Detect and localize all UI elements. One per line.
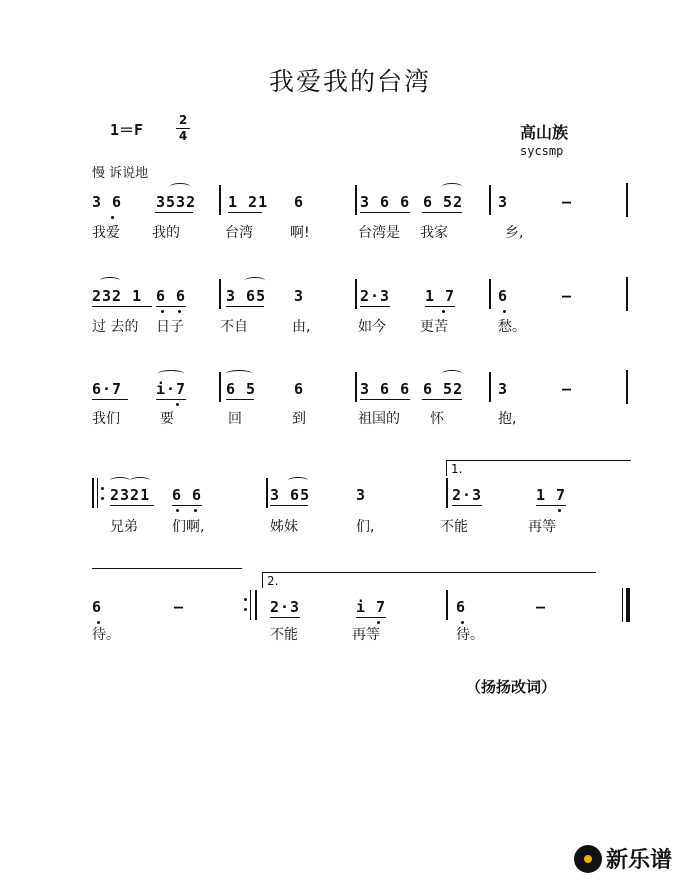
low-octave-dot xyxy=(442,310,445,313)
lyric: 我的 xyxy=(152,225,180,241)
slur xyxy=(100,277,120,284)
barline xyxy=(219,279,221,309)
barline xyxy=(626,277,628,311)
lyric: 再等 xyxy=(352,627,380,643)
low-octave-dot xyxy=(111,216,114,219)
repeat-barline xyxy=(255,590,257,620)
note-group: 6 xyxy=(294,193,305,211)
lyric: 由, xyxy=(292,319,311,335)
lyric: 们, xyxy=(356,519,375,535)
barline xyxy=(355,279,357,309)
slur xyxy=(288,477,308,484)
lyrics-credit: （扬扬改词） xyxy=(466,678,557,696)
note-group: 3 xyxy=(498,380,509,398)
low-octave-dot xyxy=(503,310,506,313)
lyric: 不自 xyxy=(220,319,248,335)
lyric: 过 去的 xyxy=(92,319,139,335)
note-group: 3 xyxy=(498,193,509,211)
repeat-dot xyxy=(101,487,104,490)
lyric: 日子 xyxy=(156,319,184,335)
lyric: 待。 xyxy=(456,627,484,643)
lyric: 我爱 xyxy=(92,225,120,241)
underline xyxy=(360,212,410,213)
lyric: 姊妹 xyxy=(270,519,298,535)
repeat-barline xyxy=(97,478,98,508)
slur xyxy=(158,370,184,377)
note-group: 3 6 6 xyxy=(360,380,411,398)
underline xyxy=(536,505,566,506)
key-signature: 1＝F xyxy=(110,121,144,139)
underline xyxy=(110,505,154,506)
lyric: 们啊, xyxy=(172,519,205,535)
note-group: 3 xyxy=(356,486,367,504)
note-group: 3 65 xyxy=(226,287,267,305)
underline xyxy=(156,399,186,400)
underline xyxy=(422,399,462,400)
note-group: 6 5 xyxy=(226,380,257,398)
lyric: 不能 xyxy=(270,627,298,643)
barline xyxy=(355,372,357,402)
lyric: 到 xyxy=(292,411,306,427)
note-group: 6·7 xyxy=(92,380,123,398)
final-barline xyxy=(626,588,630,622)
barline xyxy=(489,185,491,215)
note-group: 2·3 xyxy=(452,486,483,504)
note-group: 3532 xyxy=(156,193,197,211)
lyric: 台湾是 xyxy=(358,225,400,241)
final-barline xyxy=(622,588,623,622)
barline xyxy=(219,185,221,215)
slur xyxy=(170,183,190,190)
barline xyxy=(489,279,491,309)
lyric: 不能 xyxy=(440,519,468,535)
logo-text: 新乐谱 xyxy=(606,848,673,873)
note-group: 232 1 xyxy=(92,287,143,305)
slur xyxy=(110,477,130,484)
note-group: 1 7 xyxy=(536,486,567,504)
slur xyxy=(245,277,265,284)
repeat-dot xyxy=(101,497,104,500)
note-group: 6 xyxy=(498,287,509,305)
slur xyxy=(130,477,150,484)
underline xyxy=(360,306,390,307)
lyric: 怀 xyxy=(430,411,444,427)
underline xyxy=(92,306,152,307)
underline xyxy=(226,399,254,400)
lyric: 台湾 xyxy=(225,225,253,241)
note-group: – xyxy=(562,380,573,398)
lyric: 要 xyxy=(160,411,174,427)
barline xyxy=(355,185,357,215)
note-group: 6 6 xyxy=(156,287,187,305)
barline xyxy=(446,478,448,508)
repeat-barline xyxy=(92,478,94,508)
note-group: 6 52 xyxy=(423,193,464,211)
origin-label: 高山族 xyxy=(520,123,569,142)
lyric: 更苦 xyxy=(420,319,448,335)
low-octave-dot xyxy=(178,310,181,313)
repeat-dot xyxy=(244,598,247,601)
note-group: – xyxy=(536,598,547,616)
note-group: i·7 xyxy=(156,380,187,398)
underline xyxy=(172,505,202,506)
barline xyxy=(626,370,628,404)
note-group: – xyxy=(174,598,185,616)
site-logo xyxy=(574,843,672,874)
song-title: 我爱我的台湾 xyxy=(268,67,431,96)
lyric: 我家 xyxy=(420,225,448,241)
lyric: 回 xyxy=(228,411,242,427)
barline xyxy=(446,590,448,620)
lyric: 愁。 xyxy=(498,319,526,335)
underline xyxy=(156,306,186,307)
low-octave-dot xyxy=(176,403,179,406)
note-group: 3 6 6 xyxy=(360,193,411,211)
note-group: i 7 xyxy=(356,598,387,616)
tempo-marking: 慢 诉说地 xyxy=(92,166,149,181)
note-group: 3 6 xyxy=(92,193,123,211)
underline xyxy=(422,212,462,213)
note-group: – xyxy=(562,287,573,305)
note-group: 2·3 xyxy=(270,598,301,616)
note-group: 6 6 xyxy=(172,486,203,504)
slur xyxy=(442,370,462,377)
underline xyxy=(270,617,300,618)
second-ending-bracket: 2. xyxy=(262,572,447,588)
lyric: 再等 xyxy=(528,519,556,535)
note-group: 3 xyxy=(294,287,305,305)
first-ending-bracket: 1. xyxy=(446,460,631,476)
barline xyxy=(219,372,221,402)
note-group: 2·3 xyxy=(360,287,391,305)
lyric: 兄弟 xyxy=(110,519,138,535)
note-group: 6 xyxy=(456,598,467,616)
time-signature xyxy=(176,114,190,143)
low-octave-dot xyxy=(161,310,164,313)
note-group: 2321 xyxy=(110,486,151,504)
lyric: 啊! xyxy=(290,225,310,241)
meter-top: 2 xyxy=(178,113,188,127)
lyric: 我们 xyxy=(92,411,120,427)
underline xyxy=(155,212,193,213)
note-group: 6 xyxy=(92,598,103,616)
underline xyxy=(270,505,308,506)
note-group: 3 65 xyxy=(270,486,311,504)
low-octave-dot xyxy=(558,509,561,512)
note-group: – xyxy=(562,193,573,211)
watermark-text: sycsmp xyxy=(520,144,564,158)
underline xyxy=(360,399,410,400)
barline xyxy=(266,478,268,508)
lyric: 祖国的 xyxy=(358,411,400,427)
barline xyxy=(626,183,628,217)
slur xyxy=(226,370,252,377)
repeat-barline xyxy=(250,590,251,620)
underline xyxy=(452,505,482,506)
staff-rule xyxy=(92,568,242,569)
meter-bottom: 4 xyxy=(178,129,188,143)
barline xyxy=(489,372,491,402)
low-octave-dot xyxy=(176,509,179,512)
note-group: 6 xyxy=(294,380,305,398)
note-group: 1 7 xyxy=(425,287,456,305)
underline xyxy=(425,306,455,307)
underline xyxy=(228,212,262,213)
underline xyxy=(356,617,386,618)
note-group: 6 52 xyxy=(423,380,464,398)
lyric: 如今 xyxy=(358,319,386,335)
underline xyxy=(226,306,264,307)
note-group: 1 21 xyxy=(228,193,269,211)
underline xyxy=(92,399,128,400)
lyric: 待。 xyxy=(92,627,120,643)
low-octave-dot xyxy=(194,509,197,512)
lyric: 抱, xyxy=(498,411,517,427)
lyric: 乡, xyxy=(505,225,524,241)
repeat-dot xyxy=(244,608,247,611)
slur xyxy=(442,183,462,190)
record-disc-icon xyxy=(574,845,602,873)
